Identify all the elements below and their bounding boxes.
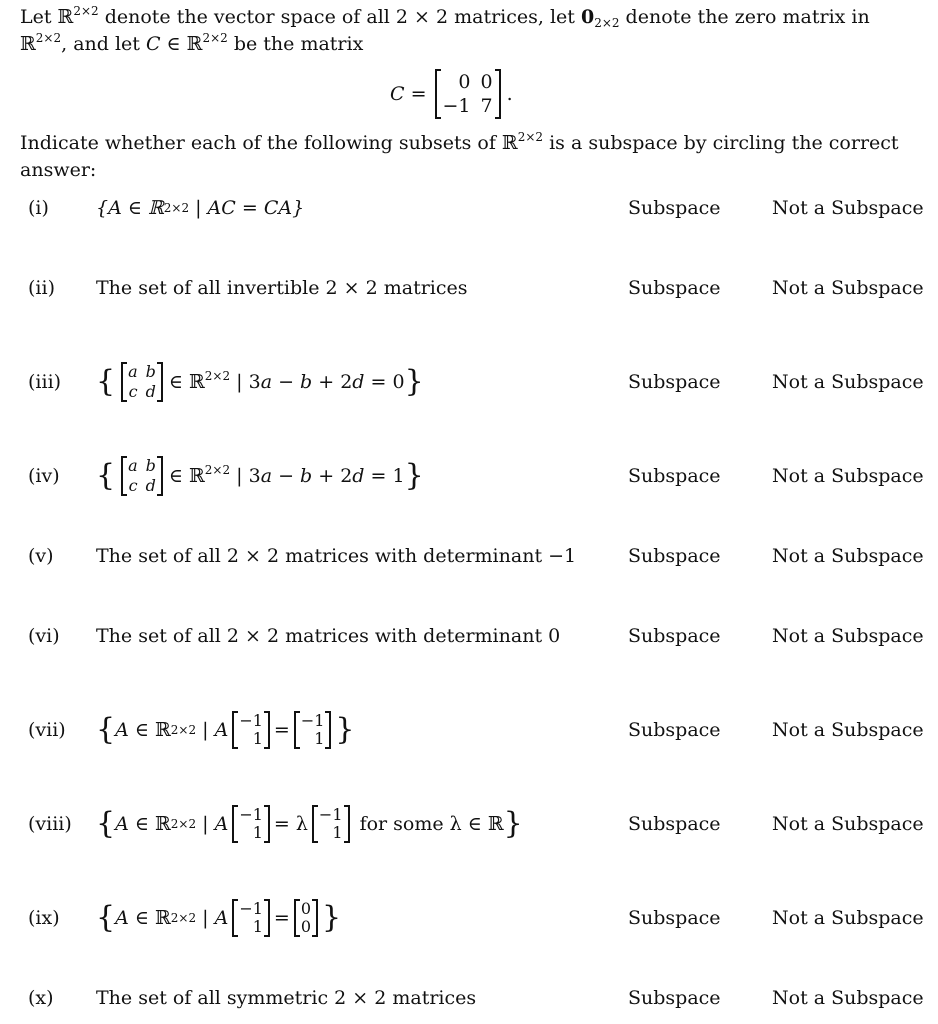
question-text: The set of all 2 × 2 matrices with determinant 0 (96, 625, 561, 647)
question-text: { a b c d ∈ ℝ$^{2\times 2}$ | 3a − b + 2d = 1 } (96, 456, 424, 495)
not-subspace-option[interactable]: Not a Subspace (772, 907, 924, 929)
question-ii: (ii) The set of all invertible 2 × 2 matrices Subspace Not a Subspace (28, 277, 924, 299)
question-text: The set of all invertible 2 × 2 matrices (96, 277, 468, 299)
question-vi: (vi) The set of all 2 × 2 matrices with determinant 0 Subspace Not a Subspace (28, 625, 924, 647)
subspace-option[interactable]: Subspace (628, 987, 721, 1009)
not-subspace-option[interactable]: Not a Subspace (772, 625, 924, 647)
question-v: (v) The set of all 2 × 2 matrices with determinant −1 Subspace Not a Subspace (28, 545, 924, 567)
question-i: (i) {A ∈ ℝ 2×2 | AC = CA} Subspace Not a Subspace (28, 197, 924, 219)
not-subspace-option[interactable]: Not a Subspace (772, 987, 924, 1009)
question-text: { A ∈ ℝ 2×2 | A −1 1 = 0 0 } (96, 899, 342, 936)
not-subspace-option[interactable]: Not a Subspace (772, 813, 924, 835)
question-text: { a b c d ∈ ℝ$^{2\times 2}$ | 3a − b + 2d = 0 } (96, 362, 424, 401)
not-subspace-option[interactable]: Not a Subspace (772, 197, 924, 219)
question-text: The set of all 2 × 2 matrices with determinant −1 (96, 545, 577, 567)
not-subspace-option[interactable]: Not a Subspace (772, 545, 924, 567)
not-subspace-option[interactable]: Not a Subspace (772, 465, 924, 487)
subspace-option[interactable]: Subspace (628, 813, 721, 835)
subspace-option[interactable]: Subspace (628, 465, 721, 487)
not-subspace-option[interactable]: Not a Subspace (772, 371, 924, 393)
question-vii: (vii) { A ∈ ℝ 2×2 | A −1 1 = −1 1 } Subspace Not a Subspace (28, 711, 924, 748)
c-matrix-display: C = 0 0 −1 7 . (390, 71, 513, 117)
subspace-option[interactable]: Subspace (628, 625, 721, 647)
question-text: { A ∈ ℝ 2×2 | A −1 1 = λ −1 1 for some λ ∈ ℝ } (96, 805, 523, 842)
problem-intro (20, 4, 920, 58)
subspace-option[interactable]: Subspace (628, 371, 721, 393)
question-text: The set of all symmetric 2 × 2 matrices (96, 987, 477, 1009)
c-matrix: 0 0 −1 7 (435, 70, 501, 118)
question-text: { A ∈ ℝ 2×2 | A −1 1 = −1 1 } (96, 711, 355, 748)
subspace-option[interactable]: Subspace (628, 277, 721, 299)
subspace-option[interactable]: Subspace (628, 197, 721, 219)
question-ix: (ix) { A ∈ ℝ 2×2 | A −1 1 = 0 0 } Subspace Not a Subspace (28, 899, 924, 936)
subspace-option[interactable]: Subspace (628, 545, 721, 567)
subspace-option[interactable]: Subspace (628, 719, 721, 741)
question-iv: (iv) { a b c d ∈ ℝ$^{2\times 2}$ | 3a − b + 2d = 1 } Subspace Not a Subspace (28, 456, 924, 495)
instruction: Indicate whether each of the following subsets of ℝ$^{2\times 2}$ is a subspace by circling the correct answer: (20, 130, 899, 181)
question-viii: (viii) { A ∈ ℝ 2×2 | A −1 1 = λ −1 1 for some λ ∈ ℝ } Subspace Not a Subspace (28, 805, 924, 842)
intro-line-1: Let ℝ$^{2\times 2}$ denote the vector space of all 2 × 2 matrices, let $0_{2\times 2}$ denote the zero matrix in (20, 4, 870, 30)
not-subspace-option[interactable]: Not a Subspace (772, 277, 924, 299)
not-subspace-option[interactable]: Not a Subspace (772, 719, 924, 741)
question-text: {A ∈ ℝ 2×2 | AC = CA} (96, 197, 305, 219)
question-iii: (iii) { a b c d ∈ ℝ$^{2\times 2}$ | 3a − b + 2d = 0 } Subspace Not a Subspace (28, 362, 924, 401)
intro-line-2: ℝ$^{2\times 2}$, and let C ∈ ℝ$^{2\times 2}$ be the matrix (20, 31, 364, 55)
subspace-option[interactable]: Subspace (628, 907, 721, 929)
question-x: (x) The set of all symmetric 2 × 2 matrices Subspace Not a Subspace (28, 987, 924, 1009)
